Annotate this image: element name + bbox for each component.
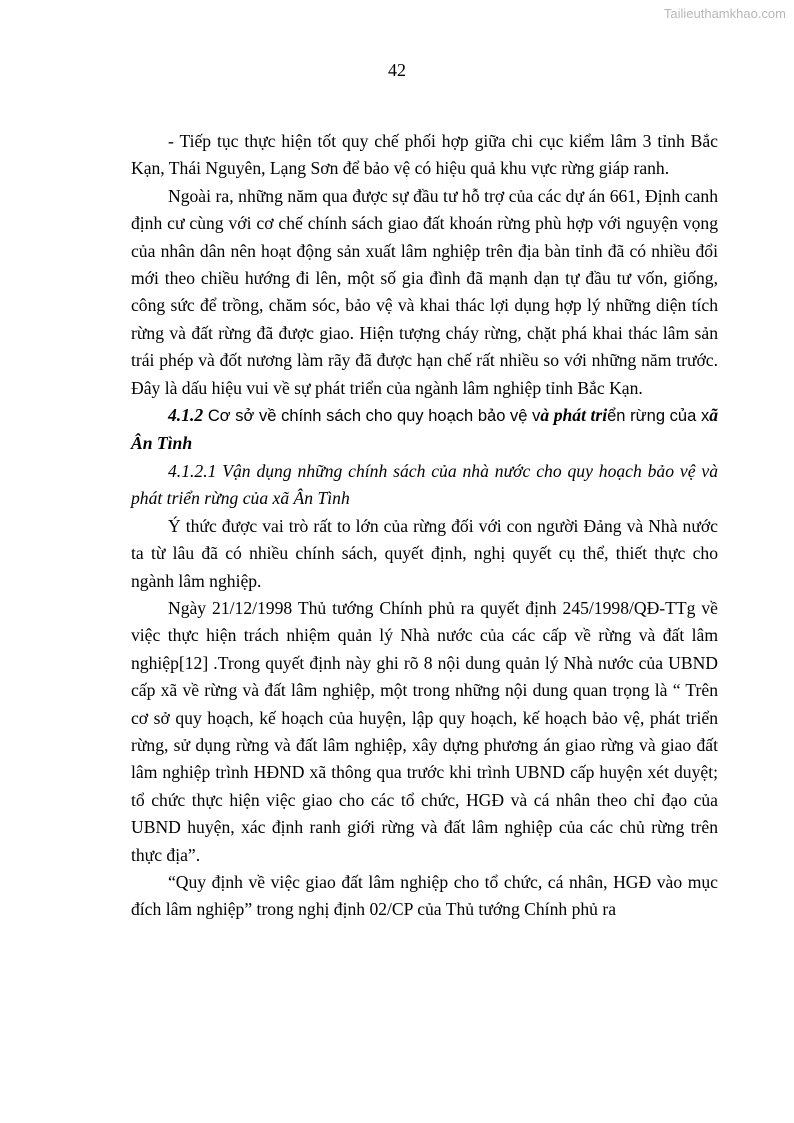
paragraph-5: “Quy định về việc giao đất lâm nghiệp cho tổ chức, cá nhân, HGĐ vào mục đích lâm nghiệp” trong nghị định 02/CP của Thủ tướng Chính phủ ra — [131, 871, 718, 920]
paragraph-4: Ngày 21/12/1998 Thủ tướng Chính phủ ra quyết định 245/1998/QĐ-TTg về việc thực hiện trách nhiệm quản lý Nhà nước của các cấp về rừng và đất lâm nghiệp[12] .Trong quyết định này ghi rõ 8 nội dung quản lý Nhà nước của UBND cấp xã về rừng và đất lâm nghiệp, một trong những nội dung quan trọng là “ Trên cơ sở quy hoạch, kế hoạch của huyện, lập quy hoạch, kế hoạch bảo vệ, phát triển rừng, sử dụng rừng và đất lâm nghiệp, xây dựng phương án giao rừng và giao đất lâm nghiệp trình HĐND xã thông qua trước khi trình UBND cấp huyện xét duyệt; tổ chức thực hiện việc giao cho các tổ chức, HGĐ và cá nhân theo chỉ đạo của UBND huyện, xác định ranh giới rừng và đất lâm nghiệp của các chủ rừng trên thực địa”. — [131, 597, 718, 865]
page-number: 42 — [388, 60, 406, 80]
heading-text-3: ển rừng của x — [607, 407, 710, 426]
paragraph-2: Ngoài ra, những năm qua được sự đầu tư hỗ trợ của các dự án 661, Định canh định cư cùng với cơ chế chính sách giao đất khoán rừng phù hợp với nguyện vọng của nhân dân nên hoạt động sản xuất lâm nghiệp trên địa bàn tỉnh đã có nhiều đổi mới theo chiều hướng đi lên, một số gia đình đã mạnh dạn tự đầu tư vốn, giống, công sức để trồng, chăm sóc, bảo vệ và khai thác lợi dụng hợp lý những diện tích rừng và đất rừng đã được giao. Hiện tượng cháy rừng, chặt phá khai thác lâm sản trái phép và đốt nương làm rãy đã được hạn chế rất nhiều so với những năm trước. Đây là dấu hiệu vui về sự phát triển của ngành lâm nghiệp tỉnh Bắc Kạn. — [131, 185, 718, 398]
section-number: 4.1.2 — [168, 405, 204, 426]
subsection-heading: 4.1.2.1 Vận dụng những chính sách của nhà nước cho quy hoạch bảo vệ và phát triển rừng của xã Ân Tình — [131, 460, 718, 509]
heading-text-1: Cơ sở về chính sách cho quy hoạch bảo vệ v — [203, 407, 541, 426]
paragraph-3: Ý thức được vai trò rất to lớn của rừng đối với con người Đảng và Nhà nước ta từ lâu đã có nhiều chính sách, quyết định, nghị quyết cụ thể, thiết thực cho ngành lâm nghiệp. — [131, 515, 718, 591]
heading-text-2: à phát tri — [540, 405, 608, 426]
watermark: Tailieuthamkhao.com — [663, 6, 786, 21]
section-heading — [131, 402, 718, 458]
heading-text-4: ã Ân Tình — [131, 405, 719, 454]
paragraph-1: - Tiếp tục thực hiện tốt quy chế phối hợp giữa chi cục kiểm lâm 3 tỉnh Bắc Kạn, Thái Nguyên, Lạng Sơn để bảo vệ có hiệu quả khu vực rừng giáp ranh. — [131, 131, 718, 179]
document-body — [131, 128, 718, 924]
